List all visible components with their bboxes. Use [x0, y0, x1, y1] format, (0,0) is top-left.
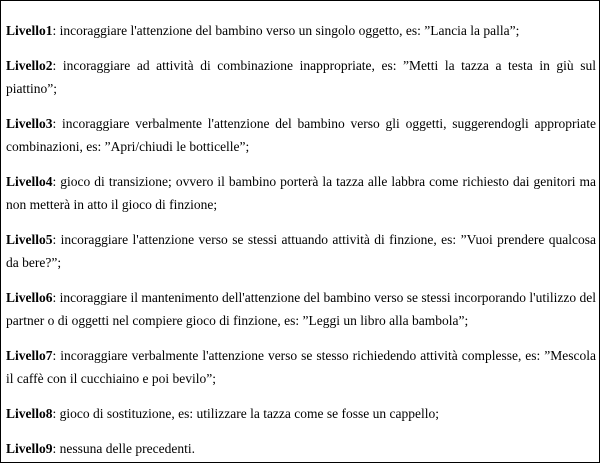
levels-list — [6, 19, 596, 472]
level-label: Livello6 — [6, 290, 53, 305]
level-entry-6 — [6, 286, 596, 332]
level-label: Livello7 — [6, 348, 53, 363]
level-description: : incoraggiare verbalmente l'attenzione del bambino verso gli oggetti, suggerendogli appropriate combinazioni, es: ”Apri/chiudi le botticelle”; — [6, 116, 596, 154]
level-entry-2 — [6, 54, 596, 100]
level-description: : incoraggiare ad attività di combinazione inappropriate, es: ”Metti la tazza a testa in giù sul piattino”; — [6, 58, 596, 96]
level-entry-8 — [6, 402, 596, 425]
level-entry-9 — [6, 437, 596, 460]
level-description: : gioco di sostituzione, es: utilizzare la tazza come se fosse un cappello; — [52, 406, 439, 421]
level-description: : incoraggiare l'attenzione del bambino verso un singolo oggetto, es: ”Lancia la palla”; — [52, 23, 520, 38]
level-description: : gioco di transizione; ovvero il bambino porterà la tazza alle labbra come richiesto dai genitori ma non metterà in atto il gioco di finzione; — [6, 174, 596, 212]
level-entry-5 — [6, 228, 596, 274]
level-description: : incoraggiare il mantenimento dell'attenzione del bambino verso se stessi incorporando l'utilizzo del partner o di oggetti nel compiere gioco di finzione, es: ”Leggi un libro alla bambola”; — [6, 290, 596, 328]
level-description: : incoraggiare l'attenzione verso se stessi attuando attività di finzione, es: ”Vuoi prendere qualcosa da bere?”; — [6, 232, 596, 270]
level-entry-4 — [6, 170, 596, 216]
level-label: Livello3 — [6, 116, 53, 131]
level-label: Livello8 — [6, 406, 53, 421]
level-label: Livello2 — [6, 58, 53, 73]
level-label: Livello4 — [6, 174, 53, 189]
level-entry-1 — [6, 19, 596, 42]
level-label: Livello1 — [6, 23, 53, 38]
level-entry-3 — [6, 112, 596, 158]
level-description: : nessuna delle precedenti. — [52, 441, 195, 456]
level-description: : incoraggiare verbalmente l'attenzione verso se stesso richiedendo attività complesse, es: ”Mescola il caffè con il cucchiaino e poi bevilo”; — [6, 348, 596, 386]
level-label: Livello9 — [6, 441, 53, 456]
level-entry-7 — [6, 344, 596, 390]
level-label: Livello5 — [6, 232, 53, 247]
